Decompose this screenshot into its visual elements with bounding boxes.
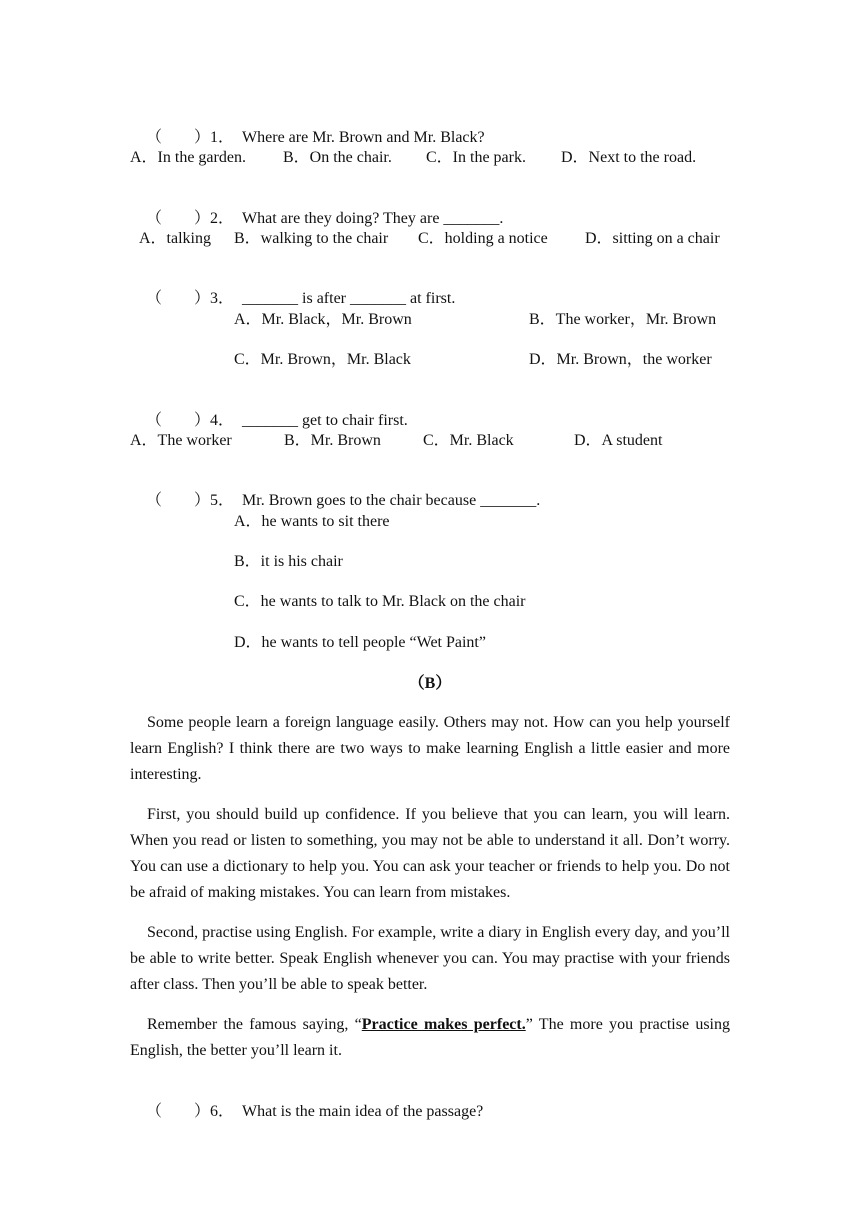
passage-paragraph-3: Second, practise using English. For example, write a diary in English every day, and you’ll be able to write better. Speak English whenever you can. You may practise with your friends after class. Then you’ll be able to speak better. — [130, 924, 730, 993]
option-d: D．Mr. Brown，the worker — [529, 351, 712, 368]
passage-paragraph-1: Some people learn a foreign language easily. Others may not. How can you help yourself learn English? I think there are two ways to make learning English a little easier and more interesting. — [130, 714, 730, 783]
paragraph-text: ” The more you practise using English, the better you’ll learn it. — [130, 1016, 731, 1059]
option-a: A．he wants to sit there — [234, 513, 390, 530]
option-d: D．A student — [574, 432, 663, 449]
option-a: A．Mr. Black，Mr. Brown — [234, 311, 412, 328]
question-6 — [138, 1082, 483, 1122]
option-a: A．In the garden. — [130, 149, 246, 166]
question-4 — [138, 391, 408, 431]
option-b: B．On the chair. — [283, 149, 392, 166]
option-a: A．The worker — [130, 432, 232, 449]
option-c: C．he wants to talk to Mr. Black on the chair — [234, 593, 526, 610]
answer-bracket[interactable]: （ ） — [146, 492, 211, 509]
option-d: D．Next to the road. — [561, 149, 697, 166]
answer-bracket[interactable]: （ ） — [146, 1103, 211, 1120]
option-b: B．it is his chair — [234, 553, 343, 570]
question-1 — [138, 108, 485, 148]
question-3 — [138, 269, 455, 309]
answer-bracket[interactable]: （ ） — [146, 412, 211, 429]
option-d: D．he wants to tell people “Wet Paint” — [234, 634, 486, 651]
question-stem: Where are Mr. Brown and Mr. Black? — [242, 129, 485, 146]
section-heading: （B） — [408, 675, 452, 692]
option-b: B．walking to the chair — [234, 230, 389, 247]
question-stem: Mr. Brown goes to the chair because _______. — [242, 492, 541, 509]
passage-paragraph-2: First, you should build up confidence. If you believe that you can learn, you will learn. When you read or listen to something, you may not be able to understand it all. Don’t worry. You can use a dictionary to help you. You can ask your teacher or friends to help you. Do not be afraid of making mistakes. You can learn from mistakes. — [130, 806, 730, 901]
answer-bracket[interactable]: （ ） — [146, 210, 211, 227]
question-stem: What is the main idea of the passage? — [242, 1103, 484, 1120]
option-c: C．holding a notice — [418, 230, 548, 247]
paragraph-text: Remember the famous saying, “ — [147, 1016, 362, 1033]
answer-bracket[interactable]: （ ） — [146, 290, 211, 307]
question-stem: _______ is after _______ at first. — [242, 290, 456, 307]
answer-bracket[interactable]: （ ） — [146, 129, 211, 146]
question-number: 3． — [210, 290, 235, 307]
option-c: C．Mr. Black — [423, 432, 514, 449]
question-number: 5． — [210, 492, 235, 509]
option-d: D．sitting on a chair — [585, 230, 720, 247]
emphasized-saying: Practice makes perfect. — [361, 1016, 526, 1033]
option-c: C．Mr. Brown，Mr. Black — [234, 351, 411, 368]
question-stem: _______ get to chair first. — [242, 412, 408, 429]
option-c: C．In the park. — [426, 149, 526, 166]
option-b: B．Mr. Brown — [284, 432, 381, 449]
question-number: 2． — [210, 210, 235, 227]
passage-paragraph-4 — [130, 1012, 730, 1064]
question-number: 4． — [210, 412, 235, 429]
question-2 — [138, 189, 503, 229]
option-b: B．The worker，Mr. Brown — [529, 311, 717, 328]
question-stem: What are they doing? They are _______. — [242, 210, 504, 227]
option-a: A．talking — [139, 230, 211, 247]
question-number: 1． — [210, 129, 235, 146]
question-5 — [138, 471, 540, 511]
question-number: 6． — [210, 1103, 235, 1120]
